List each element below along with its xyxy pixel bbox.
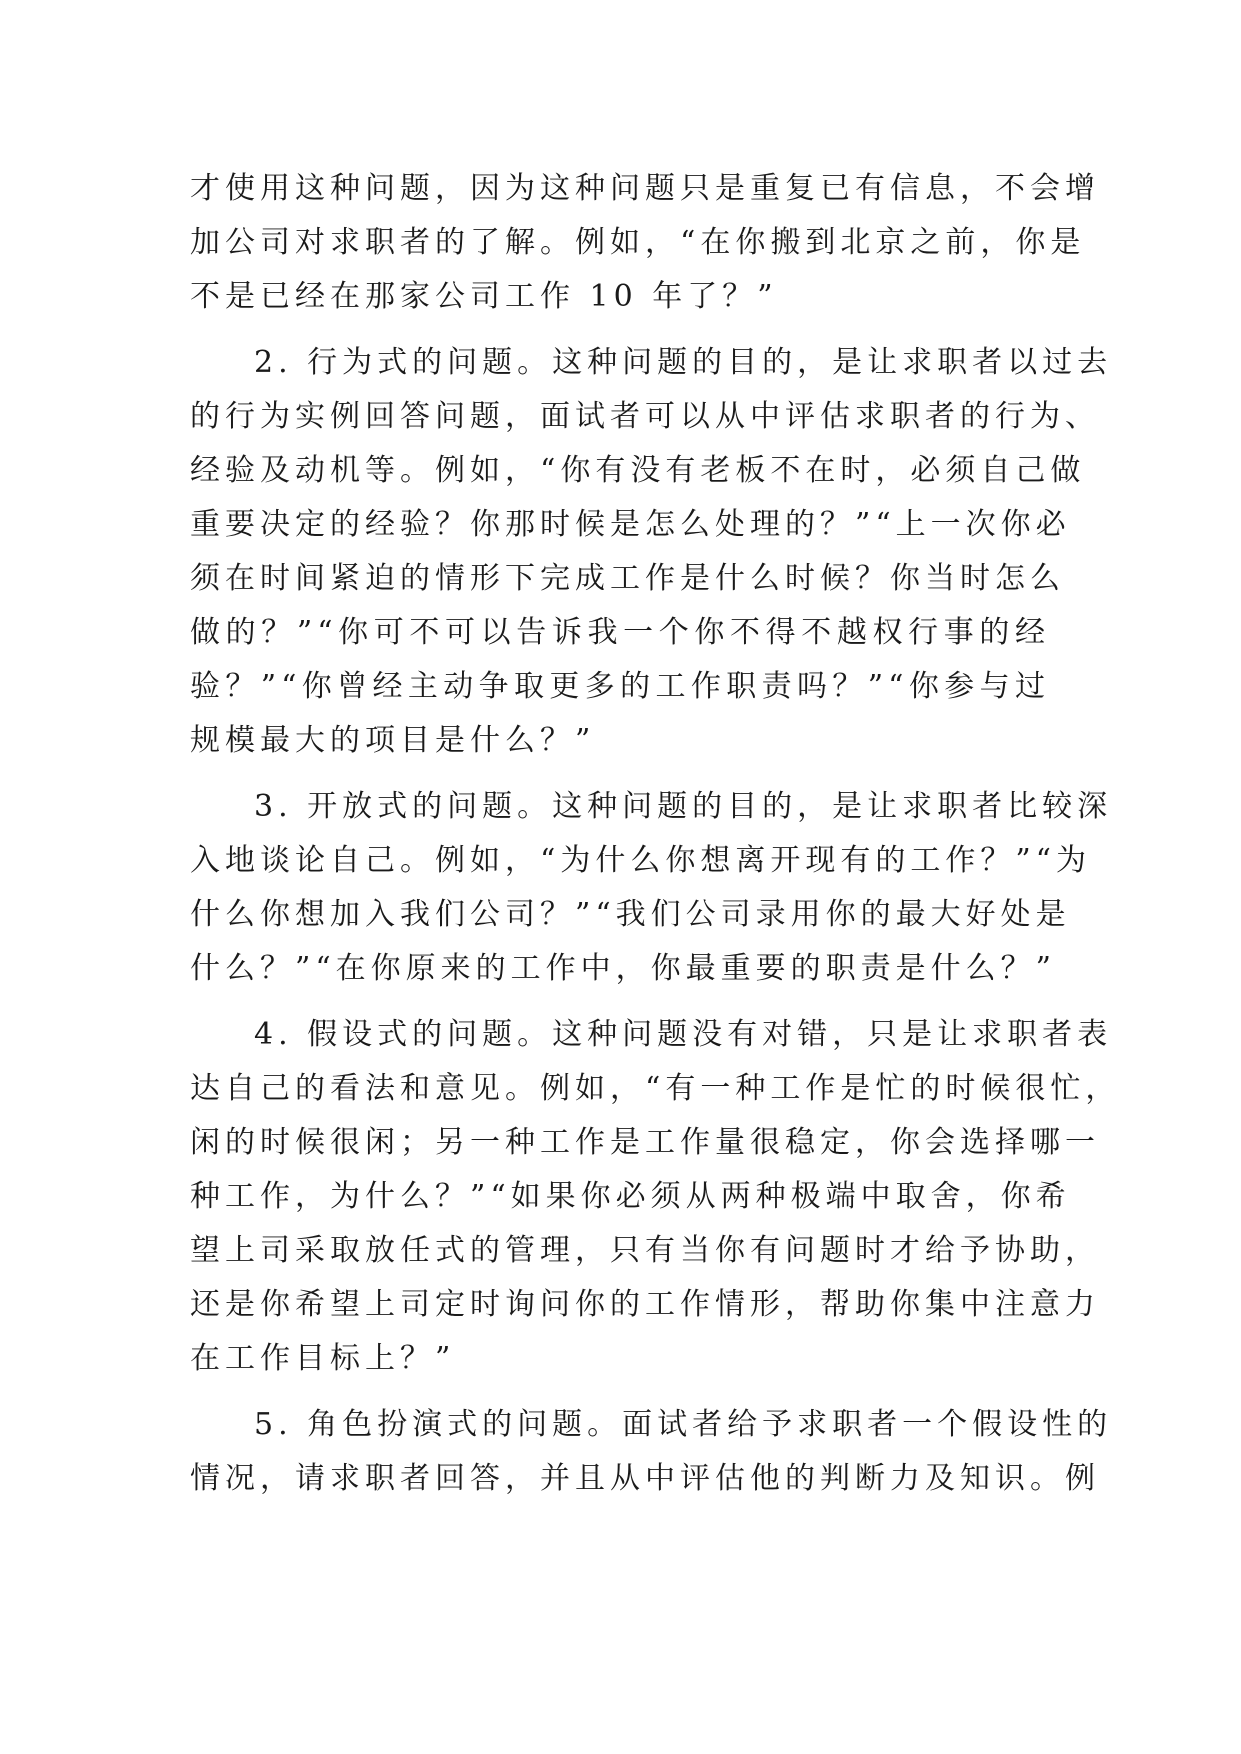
- text-line: 达自己的看法和意见。例如，“有一种工作是忙的时候很忙，: [190, 1071, 1121, 1106]
- text-line: 做的？”“你可不可以告诉我一个你不得不越权行事的经: [190, 615, 1050, 650]
- text-line: 在工作目标上？”: [190, 1341, 456, 1376]
- paragraph-p0: [190, 162, 1100, 324]
- text-line: 验？”“你曾经主动争取更多的工作职责吗？”“你参与过: [190, 669, 1050, 704]
- paragraph-p4: [190, 1398, 1113, 1506]
- text-line: 规模最大的项目是什么？”: [190, 723, 596, 758]
- paragraph-p1: [190, 336, 1113, 768]
- paragraph-spacing: [190, 996, 1050, 1008]
- text-line: 才使用这种问题，因为这种问题只是重复已有信息，不会增: [190, 171, 1100, 206]
- text-line: 望上司采取放任式的管理，只有当你有问题时才给予协助，: [190, 1233, 1100, 1268]
- text-line: 种工作，为什么？”“如果你必须从两种极端中取舍，你希: [190, 1179, 1071, 1214]
- text-line: 加公司对求职者的了解。例如，“在你搬到北京之前，你是: [190, 225, 1086, 260]
- text-line: 的行为实例回答问题，面试者可以从中评估求职者的行为、: [190, 399, 1100, 434]
- text-line: 什么你想加入我们公司？”“我们公司录用你的最大好处是: [190, 897, 1071, 932]
- text-line: 情况，请求职者回答，并且从中评估他的判断力及知识。例: [190, 1461, 1100, 1496]
- text-line: 入地谈论自己。例如，“为什么你想离开现有的工作？”“为: [190, 843, 1092, 878]
- paragraph-spacing: [190, 324, 1050, 336]
- text-line: 5. 角色扮演式的问题。面试者给予求职者一个假设性的: [254, 1407, 1113, 1442]
- text-line: 经验及动机等。例如，“你有没有老板不在时，必须自己做: [190, 453, 1086, 488]
- text-line: 须在时间紧迫的情形下完成工作是什么时候？你当时怎么: [190, 561, 1065, 596]
- text-line: 还是你希望上司定时询问你的工作情形，帮助你集中注意力: [190, 1287, 1100, 1322]
- text-line: 闲的时候很闲；另一种工作是工作量很稳定，你会选择哪一: [190, 1125, 1100, 1160]
- text-line: 3. 开放式的问题。这种问题的目的，是让求职者比较深: [254, 789, 1113, 824]
- text-line: 重要决定的经验？你那时候是怎么处理的？”“上一次你必: [190, 507, 1071, 542]
- text-line: 不是已经在那家公司工作 10 年了？”: [190, 279, 778, 314]
- text-line: 什么？”“在你原来的工作中，你最重要的职责是什么？”: [190, 951, 1057, 986]
- paragraph-p2: [190, 780, 1113, 996]
- text-line: 4. 假设式的问题。这种问题没有对错，只是让求职者表: [254, 1017, 1113, 1052]
- document-body: [190, 162, 1121, 1506]
- paragraph-spacing: [190, 1386, 1050, 1398]
- paragraph-spacing: [190, 768, 1050, 780]
- paragraph-p3: [190, 1008, 1121, 1386]
- text-line: 2. 行为式的问题。这种问题的目的，是让求职者以过去: [254, 345, 1113, 380]
